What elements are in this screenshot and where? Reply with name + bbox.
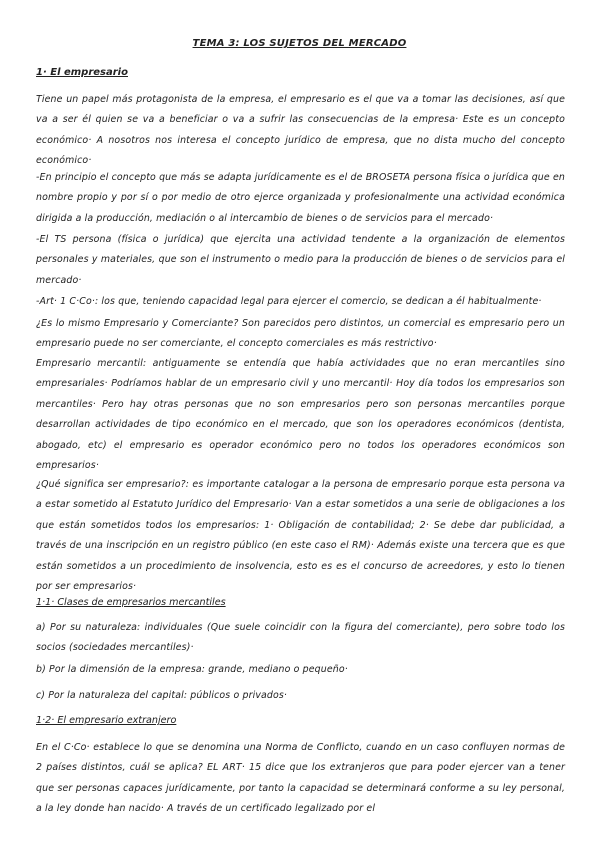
paragraph-extranjero: En el C·Co· establece lo que se denomina una Norma de Conflicto, cuando en un caso confluyen normas de 2 países distintos, cuál se aplica? EL ART· 15 dice que los extranjeros que para poder ejercer van a tener que ser personas capaces jurídicamente, por tanto la capacidad se determinará conforme a su ley personal, a la ley donde han nacido· A través de un certificado legalizado por el: [36, 742, 565, 815]
paragraph-ts: -El TS persona (física o jurídica) que ejercita una actividad tendente a la organización de elementos personales y materiales, que son el instrumento o medio para la producción de bienes o de servicios para el mercado·: [36, 234, 565, 286]
heading-empresario-extranjero: 1·2· El empresario extranjero: [36, 715, 177, 726]
document-title: TEMA 3: LOS SUJETOS DEL MERCADO: [192, 38, 407, 49]
paragraph-empresario-mercantil: Empresario mercantil: antiguamente se entendía que había actividades que no eran mercantiles sino empresariales· Podríamos hablar de un empresario civil y uno mercantil· Hoy día todos los empresarios son mercantiles· Pero hay otras personas que no son empresarios pero son personas mercantiles porque desarrollan actividades de tipo económico en el mercado, que son los operadores económicos (dentista, abogado, etc) el empresario es operador económico pero no todos los operadores económicos son empresarios·: [36, 358, 565, 472]
paragraph-intro: Tiene un papel más protagonista de la empresa, el empresario es el que va a tomar las decisiones, así que va a ser él quien se va a beneficiar o va a sufrir las consecuencias de la empresa· Este es un concepto económico· A nosotros nos interesa el concepto jurídico de empresa, que no dista mucho del concepto económico·: [36, 94, 565, 167]
paragraph-que-significa: ¿Qué significa ser empresario?: es importante catalogar a la persona de empresario porque esta persona va a estar sometido al Estatuto Jurídico del Empresario· Van a estar sometidos a una serie de obligaciones a los que están sometidos todos los empresarios: 1· Obligación de contabilidad; 2· Se debe dar publicidad, a través de una inscripción en un registro público (en este caso el RM)· Además existe una tercera que es que están sometidos a un procedimiento de insolvencia, esto es es el concurso de acreedores, y esto lo tienen por ser empresarios·: [36, 479, 565, 593]
list-item-capital: c) Por la naturaleza del capital: públicos o privados·: [36, 690, 288, 701]
list-item-dimension: b) Por la dimensión de la empresa: grande, mediano o pequeño·: [36, 664, 348, 675]
heading-clases-empresarios: 1·1· Clases de empresarios mercantiles: [36, 597, 226, 608]
paragraph-broseta: -En principio el concepto que más se adapta jurídicamente es el de BROSETA persona física o jurídica que en nombre propio y por sí o por medio de otro ejerce organizada y profesionalmente una actividad económica dirigida a la producción, mediación o al intercambio de bienes o de servicios para el mercado·: [36, 172, 565, 224]
paragraph-empresario-comerciante: ¿Es lo mismo Empresario y Comerciante? Son parecidos pero distintos, un comercial es empresario pero un empresario puede no ser comerciante, el concepto comerciales es más restrictivo·: [36, 318, 565, 350]
paragraph-art1: -Art· 1 C·Co·: los que, teniendo capacidad legal para ejercer el comercio, se dedican a él habitualmente·: [36, 296, 542, 307]
list-item-naturaleza: a) Por su naturaleza: individuales (Que suele coincidir con la figura del comerciante), pero sobre todo los socios (sociedades mercantiles)·: [36, 622, 565, 654]
heading-empresario: 1· El empresario: [36, 67, 128, 78]
